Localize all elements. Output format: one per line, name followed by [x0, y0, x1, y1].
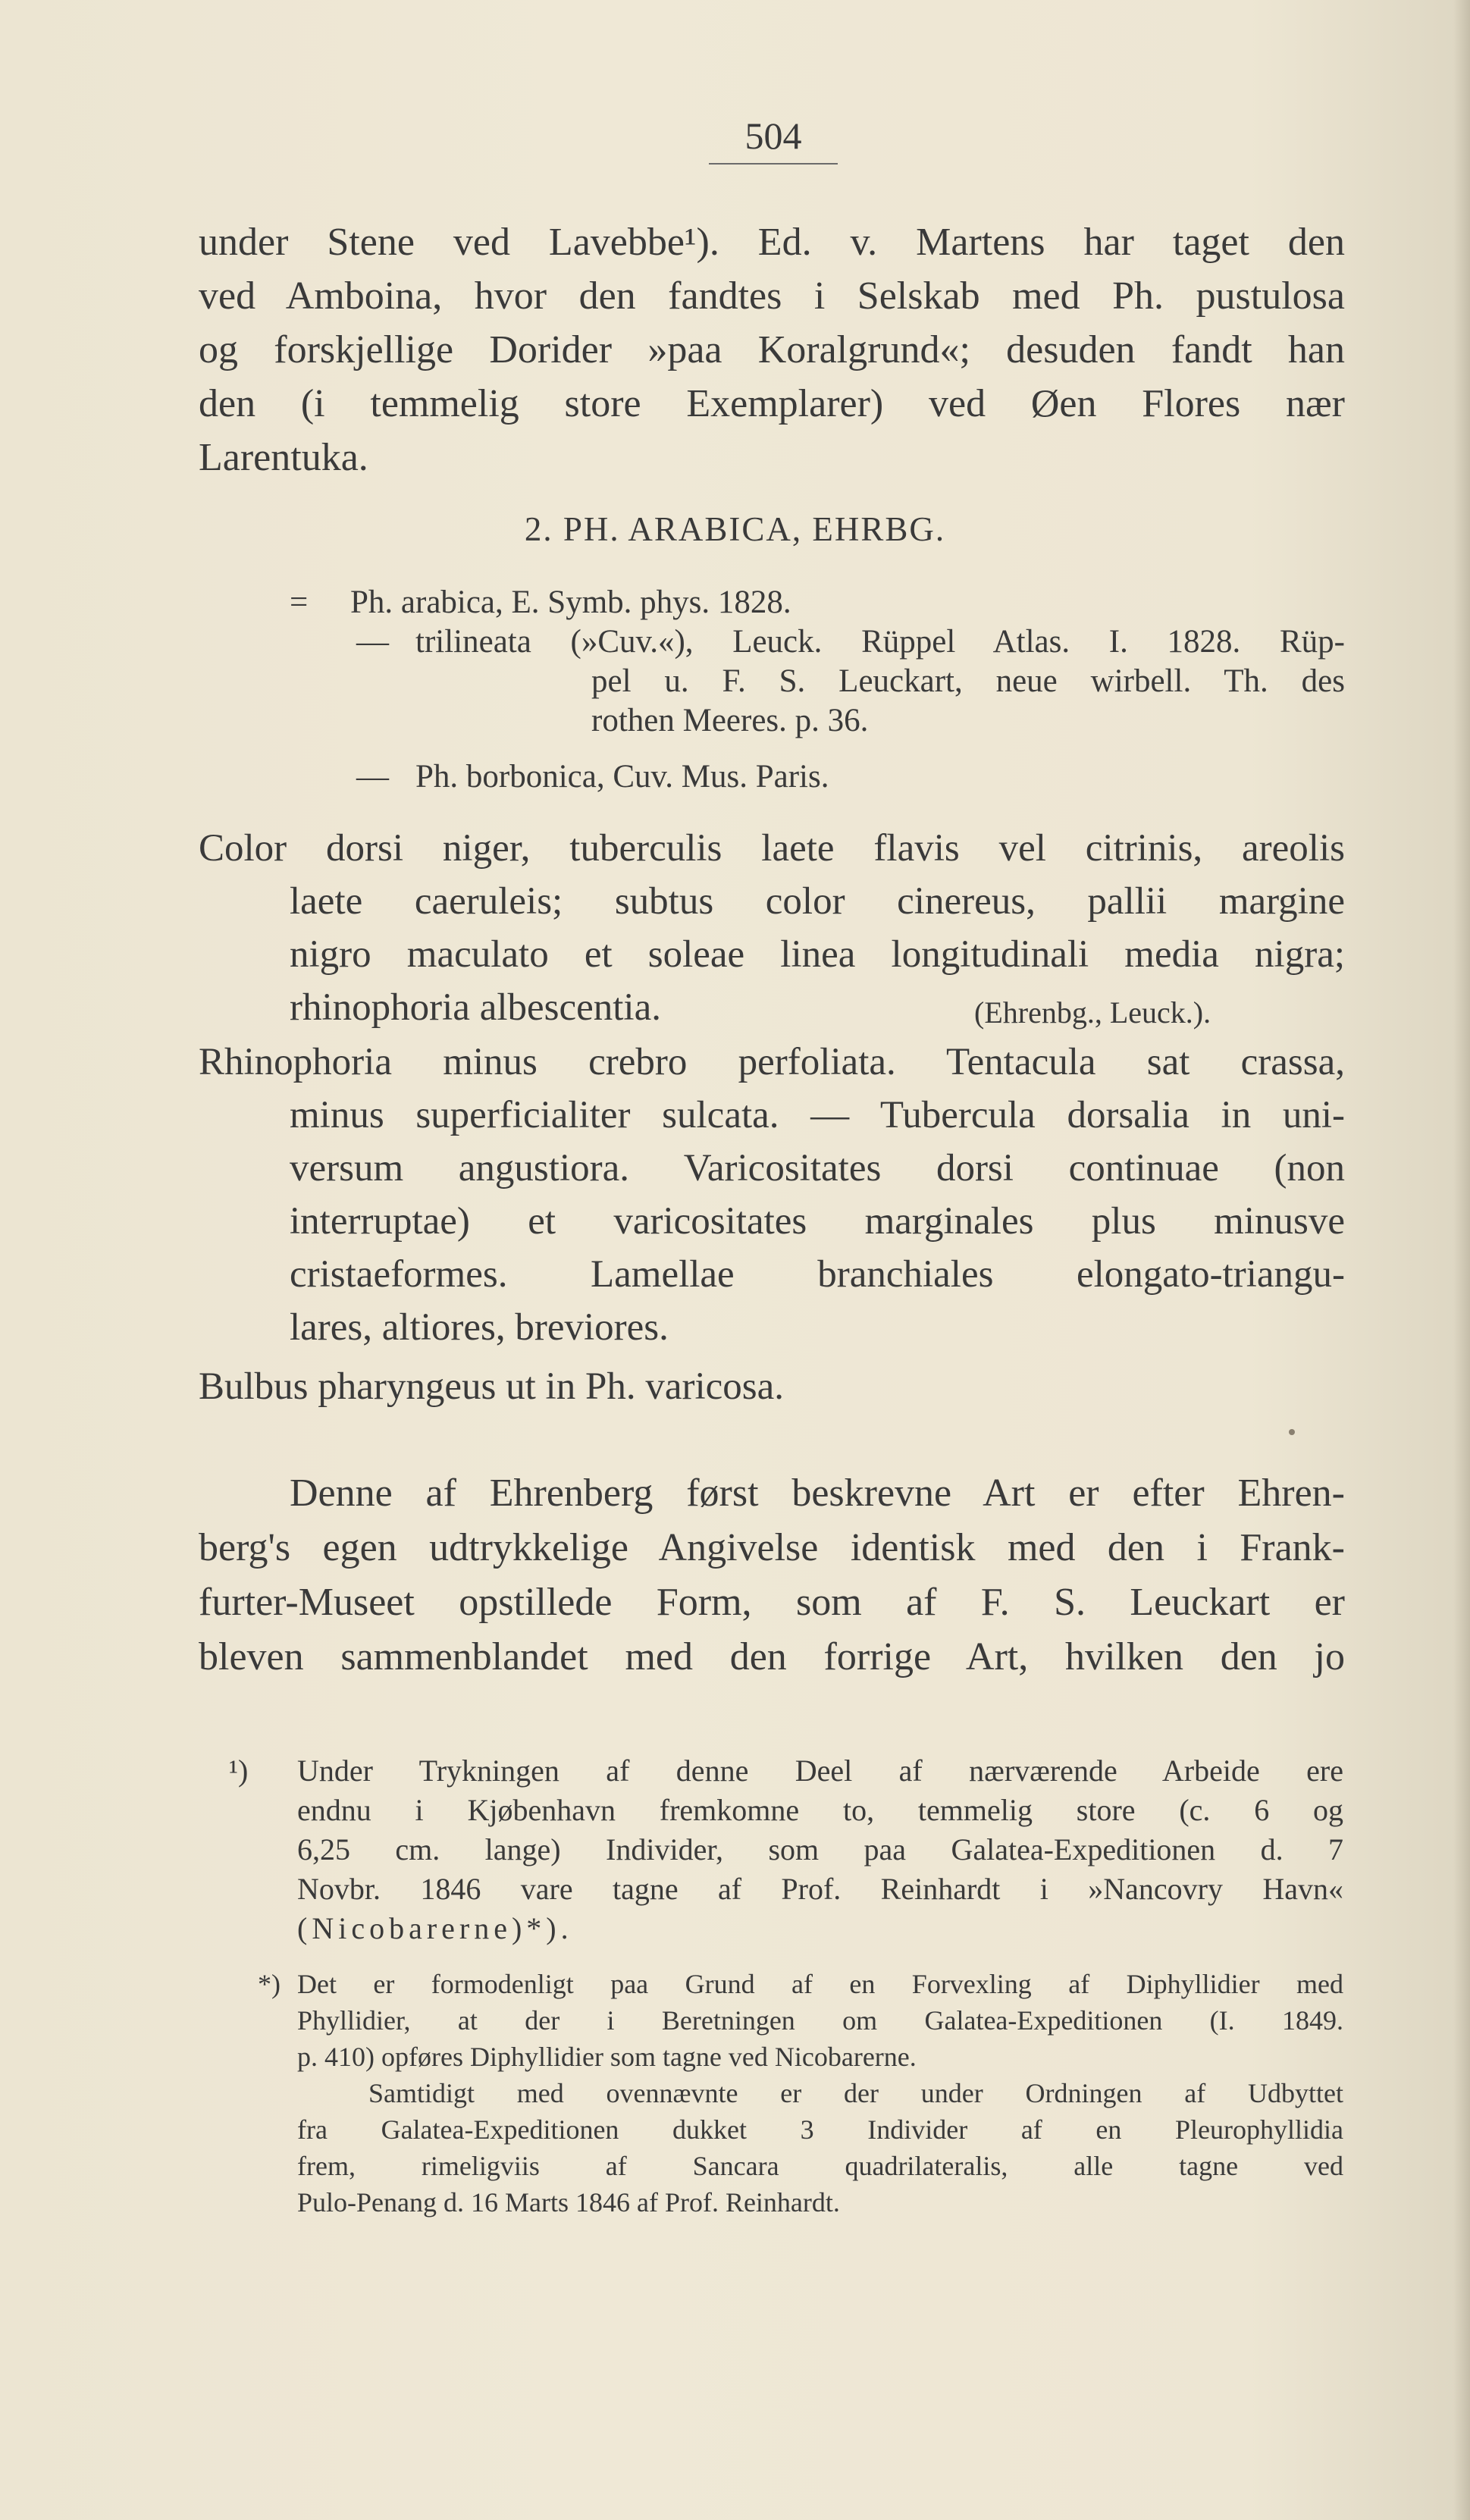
discussion-line: bleven sammenblandet med den forrige Art, hvilken den jo: [199, 1635, 1345, 1678]
diagnosis-line: laete caeruleis; subtus color cinereus, pallii margine: [290, 880, 1345, 923]
discussion-line: Denne af Ehrenberg først beskrevne Art er efter Ehren-: [290, 1472, 1345, 1515]
diagnosis-reference: (Ehrenbg., Leuck.).: [974, 995, 1211, 1030]
footnote-line: p. 410) opføres Diphyllidier som tagne ved Nicobarerne.: [297, 2042, 917, 2072]
footnote-line: fra Galatea-Expeditionen dukket 3 Individer af en Pleurophyllidia: [297, 2114, 1343, 2145]
footnote-line: endnu i Kjøbenhavn fremkomne to, temmelig store (c. 6 og: [297, 1793, 1343, 1827]
synonym-line: Ph. arabica, E. Symb. phys. 1828.: [350, 585, 791, 620]
page-edge-shadow: [1453, 0, 1470, 2520]
diagnosis-line: minus superficialiter sulcata. — Tubercula dorsalia in uni-: [290, 1094, 1345, 1136]
synonym-prefix: —: [356, 624, 389, 660]
synonym-prefix: —: [356, 759, 389, 795]
synonym-line: Ph. borbonica, Cuv. Mus. Paris.: [415, 759, 829, 795]
discussion-line: furter-Museet opstillede Form, som af F. S. Leuckart er: [199, 1581, 1345, 1624]
footnote-line: (Nicobarerne)*).: [297, 1911, 573, 1945]
synonym-line: trilineata (»Cuv.«), Leuck. Rüppel Atlas. I. 1828. Rüp-: [415, 624, 1345, 660]
footnote-line: Novbr. 1846 vare tagne af Prof. Reinhardt i »Nancovry Havn«: [297, 1872, 1343, 1906]
diagnosis-line: Color dorsi niger, tuberculis laete flavis vel citrinis, areolis: [199, 827, 1345, 870]
footnote-line: Phyllidier, at der i Beretningen om Galatea-Expeditionen (I. 1849.: [297, 2005, 1343, 2036]
discussion-line: berg's egen udtrykkelige Angivelse identisk med den i Frank-: [199, 1526, 1345, 1569]
intro-line: den (i temmelig store Exemplarer) ved Øen Flores nær: [199, 382, 1345, 425]
diagnosis-line: versum angustiora. Varicositates dorsi continuae (non: [290, 1147, 1345, 1189]
intro-line: ved Amboina, hvor den fandtes i Selskab med Ph. pustulosa: [199, 274, 1345, 318]
diagnosis-line: Bulbus pharyngeus ut in Ph. varicosa.: [199, 1365, 784, 1408]
synonym-prefix: =: [290, 585, 309, 620]
intro-line: under Stene ved Lavebbe¹). Ed. v. Martens har taget den: [199, 221, 1345, 264]
intro-line: og forskjellige Dorider »paa Koralgrund«; desuden fandt han: [199, 328, 1345, 371]
diagnosis-line: interruptae) et varicositates marginales plus minusve: [290, 1200, 1345, 1243]
footnote-marker: ¹): [229, 1754, 249, 1788]
diagnosis-line: nigro maculato et soleae linea longitudinali media nigra;: [290, 933, 1345, 976]
diagnosis-line: Rhinophoria minus crebro perfoliata. Tentacula sat crassa,: [199, 1041, 1345, 1083]
species-heading: 2. PH. ARABICA, EHRBG.: [524, 510, 946, 548]
intro-line: Larentuka.: [199, 436, 368, 479]
footnote-marker: *): [258, 1969, 281, 1999]
footnote-line: 6,25 cm. lange) Individer, som paa Galatea-Expeditionen d. 7: [297, 1832, 1343, 1866]
diagnosis-line: cristaeformes. Lamellae branchiales elongato-triangu-: [290, 1253, 1345, 1296]
synonym-line: pel u. F. S. Leuckart, neue wirbell. Th. des: [591, 663, 1345, 699]
page-number-rule: [709, 163, 838, 165]
synonym-line: rothen Meeres. p. 36.: [591, 703, 869, 738]
print-speck: [1289, 1429, 1295, 1435]
diagnosis-line: rhinophoria albescentia.: [290, 986, 661, 1029]
footnote-line: frem, rimeligviis af Sancara quadrilateralis, alle tagne ved: [297, 2151, 1343, 2181]
footnote-line: Samtidigt med ovennævnte er der under Ordningen af Udbyttet: [368, 2078, 1343, 2108]
footnote-line: Under Trykningen af denne Deel af nærværende Arbeide ere: [297, 1754, 1343, 1788]
diagnosis-line: lares, altiores, breviores.: [290, 1306, 669, 1349]
page-number: 504: [744, 114, 802, 157]
footnote-line: Det er formodenligt paa Grund af en Forvexling af Diphyllidier med: [297, 1969, 1343, 1999]
footnote-line: Pulo-Penang d. 16 Marts 1846 af Prof. Reinhardt.: [297, 2187, 840, 2218]
